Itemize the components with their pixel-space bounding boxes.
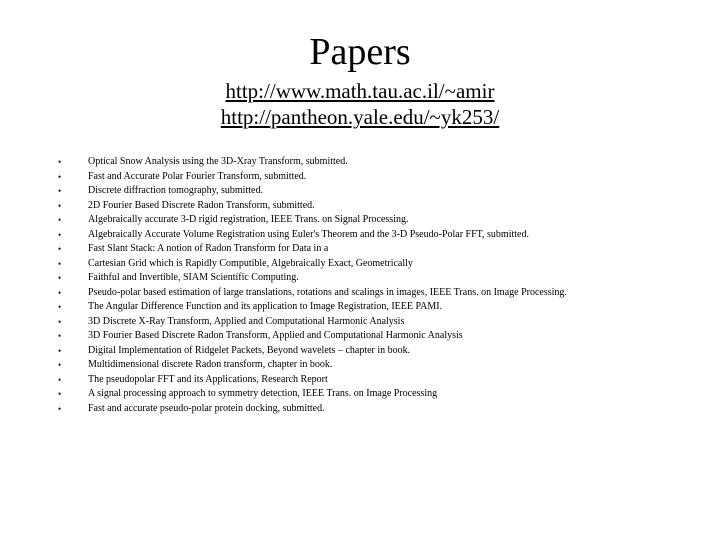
paper-list: [58, 155, 698, 416]
homepage-links: [0, 78, 720, 130]
paper-title: Fast Slant Stack: A notion of Radon Transform for Data in a: [88, 243, 329, 254]
paper-item: [58, 242, 698, 257]
paper-item: [58, 155, 698, 170]
paper-title: Optical Snow Analysis using the 3D-Xray Transform, submitted.: [88, 156, 348, 167]
bullet-icon: •: [58, 316, 62, 327]
paper-title: The Angular Difference Function and its application to Image Registration, IEEE PAMI.: [88, 301, 443, 312]
bullet-icon: •: [58, 244, 62, 254]
paper-item: [58, 402, 698, 417]
bullet-icon: •: [58, 403, 62, 414]
bullet-icon: •: [58, 360, 62, 370]
paper-title: 3D Discrete X-Ray Transform, Applied and Computational Harmonic Analysis: [88, 315, 405, 327]
bullet-icon: •: [58, 186, 62, 196]
bullet-icon: •: [58, 229, 62, 240]
paper-title: Digital Implementation of Ridgelet Packets, Beyond wavelets – chapter in book.: [88, 344, 411, 356]
paper-item: [58, 329, 698, 344]
bullet-icon: •: [58, 200, 62, 211]
paper-item: [58, 184, 698, 199]
paper-item: [58, 300, 698, 315]
bullet-icon: •: [58, 331, 62, 341]
bullet-icon: •: [58, 302, 62, 312]
paper-title: Fast and accurate pseudo-polar protein docking, submitted.: [88, 402, 325, 414]
bullet-icon: •: [58, 374, 62, 385]
paper-title: A signal processing approach to symmetry detection, IEEE Trans. on Image Processing: [88, 388, 438, 399]
homepage-link-tau[interactable]: http://www.math.tau.ac.il/~amir: [225, 79, 495, 103]
paper-title: 3D Fourier Based Discrete Radon Transform, Applied and Computational Harmonic Analysis: [88, 330, 463, 341]
paper-title: 2D Fourier Based Discrete Radon Transform, submitted.: [88, 199, 315, 211]
paper-item: [58, 170, 698, 185]
bullet-icon: •: [58, 287, 62, 298]
bullet-icon: •: [58, 258, 62, 269]
paper-title: Cartesian Grid which is Rapidly Computible, Algebraically Exact, Geometrically: [88, 257, 413, 269]
paper-item: [58, 213, 698, 228]
bullet-icon: •: [58, 215, 62, 225]
slide-title: Papers: [309, 31, 411, 73]
paper-item: [58, 358, 698, 373]
paper-item: [58, 344, 698, 359]
bullet-icon: •: [58, 345, 62, 356]
paper-item: [58, 373, 698, 388]
paper-title: Fast and Accurate Polar Fourier Transform, submitted.: [88, 170, 307, 182]
paper-title: Faithful and Invertible, SIAM Scientific Computing.: [88, 272, 299, 283]
bullet-icon: •: [58, 171, 62, 182]
paper-title: Algebraically Accurate Volume Registration using Euler's Theorem and the 3-D Pseudo-Polar FFT, submitted.: [88, 228, 529, 240]
paper-title: Multidimensional discrete Radon transform, chapter in book.: [88, 359, 333, 370]
bullet-icon: •: [58, 157, 62, 167]
paper-item: [58, 228, 698, 243]
paper-title: Discrete diffraction tomography, submitted.: [88, 185, 263, 196]
paper-item: [58, 257, 698, 272]
paper-item: [58, 387, 698, 402]
homepage-link-yale[interactable]: http://pantheon.yale.edu/~yk253/: [220, 105, 500, 129]
paper-item: [58, 199, 698, 214]
paper-title: Algebraically accurate 3-D rigid registration, IEEE Trans. on Signal Processing.: [88, 214, 409, 225]
paper-item: [58, 286, 698, 301]
paper-item: [58, 271, 698, 286]
bullet-icon: •: [58, 273, 62, 283]
paper-title: The pseudopolar FFT and its Applications, Research Report: [88, 373, 328, 385]
bullet-icon: •: [58, 389, 62, 399]
paper-item: [58, 315, 698, 330]
paper-title: Pseudo-polar based estimation of large translations, rotations and scalings in images, IEEE Trans. on Image Processing.: [88, 286, 567, 298]
